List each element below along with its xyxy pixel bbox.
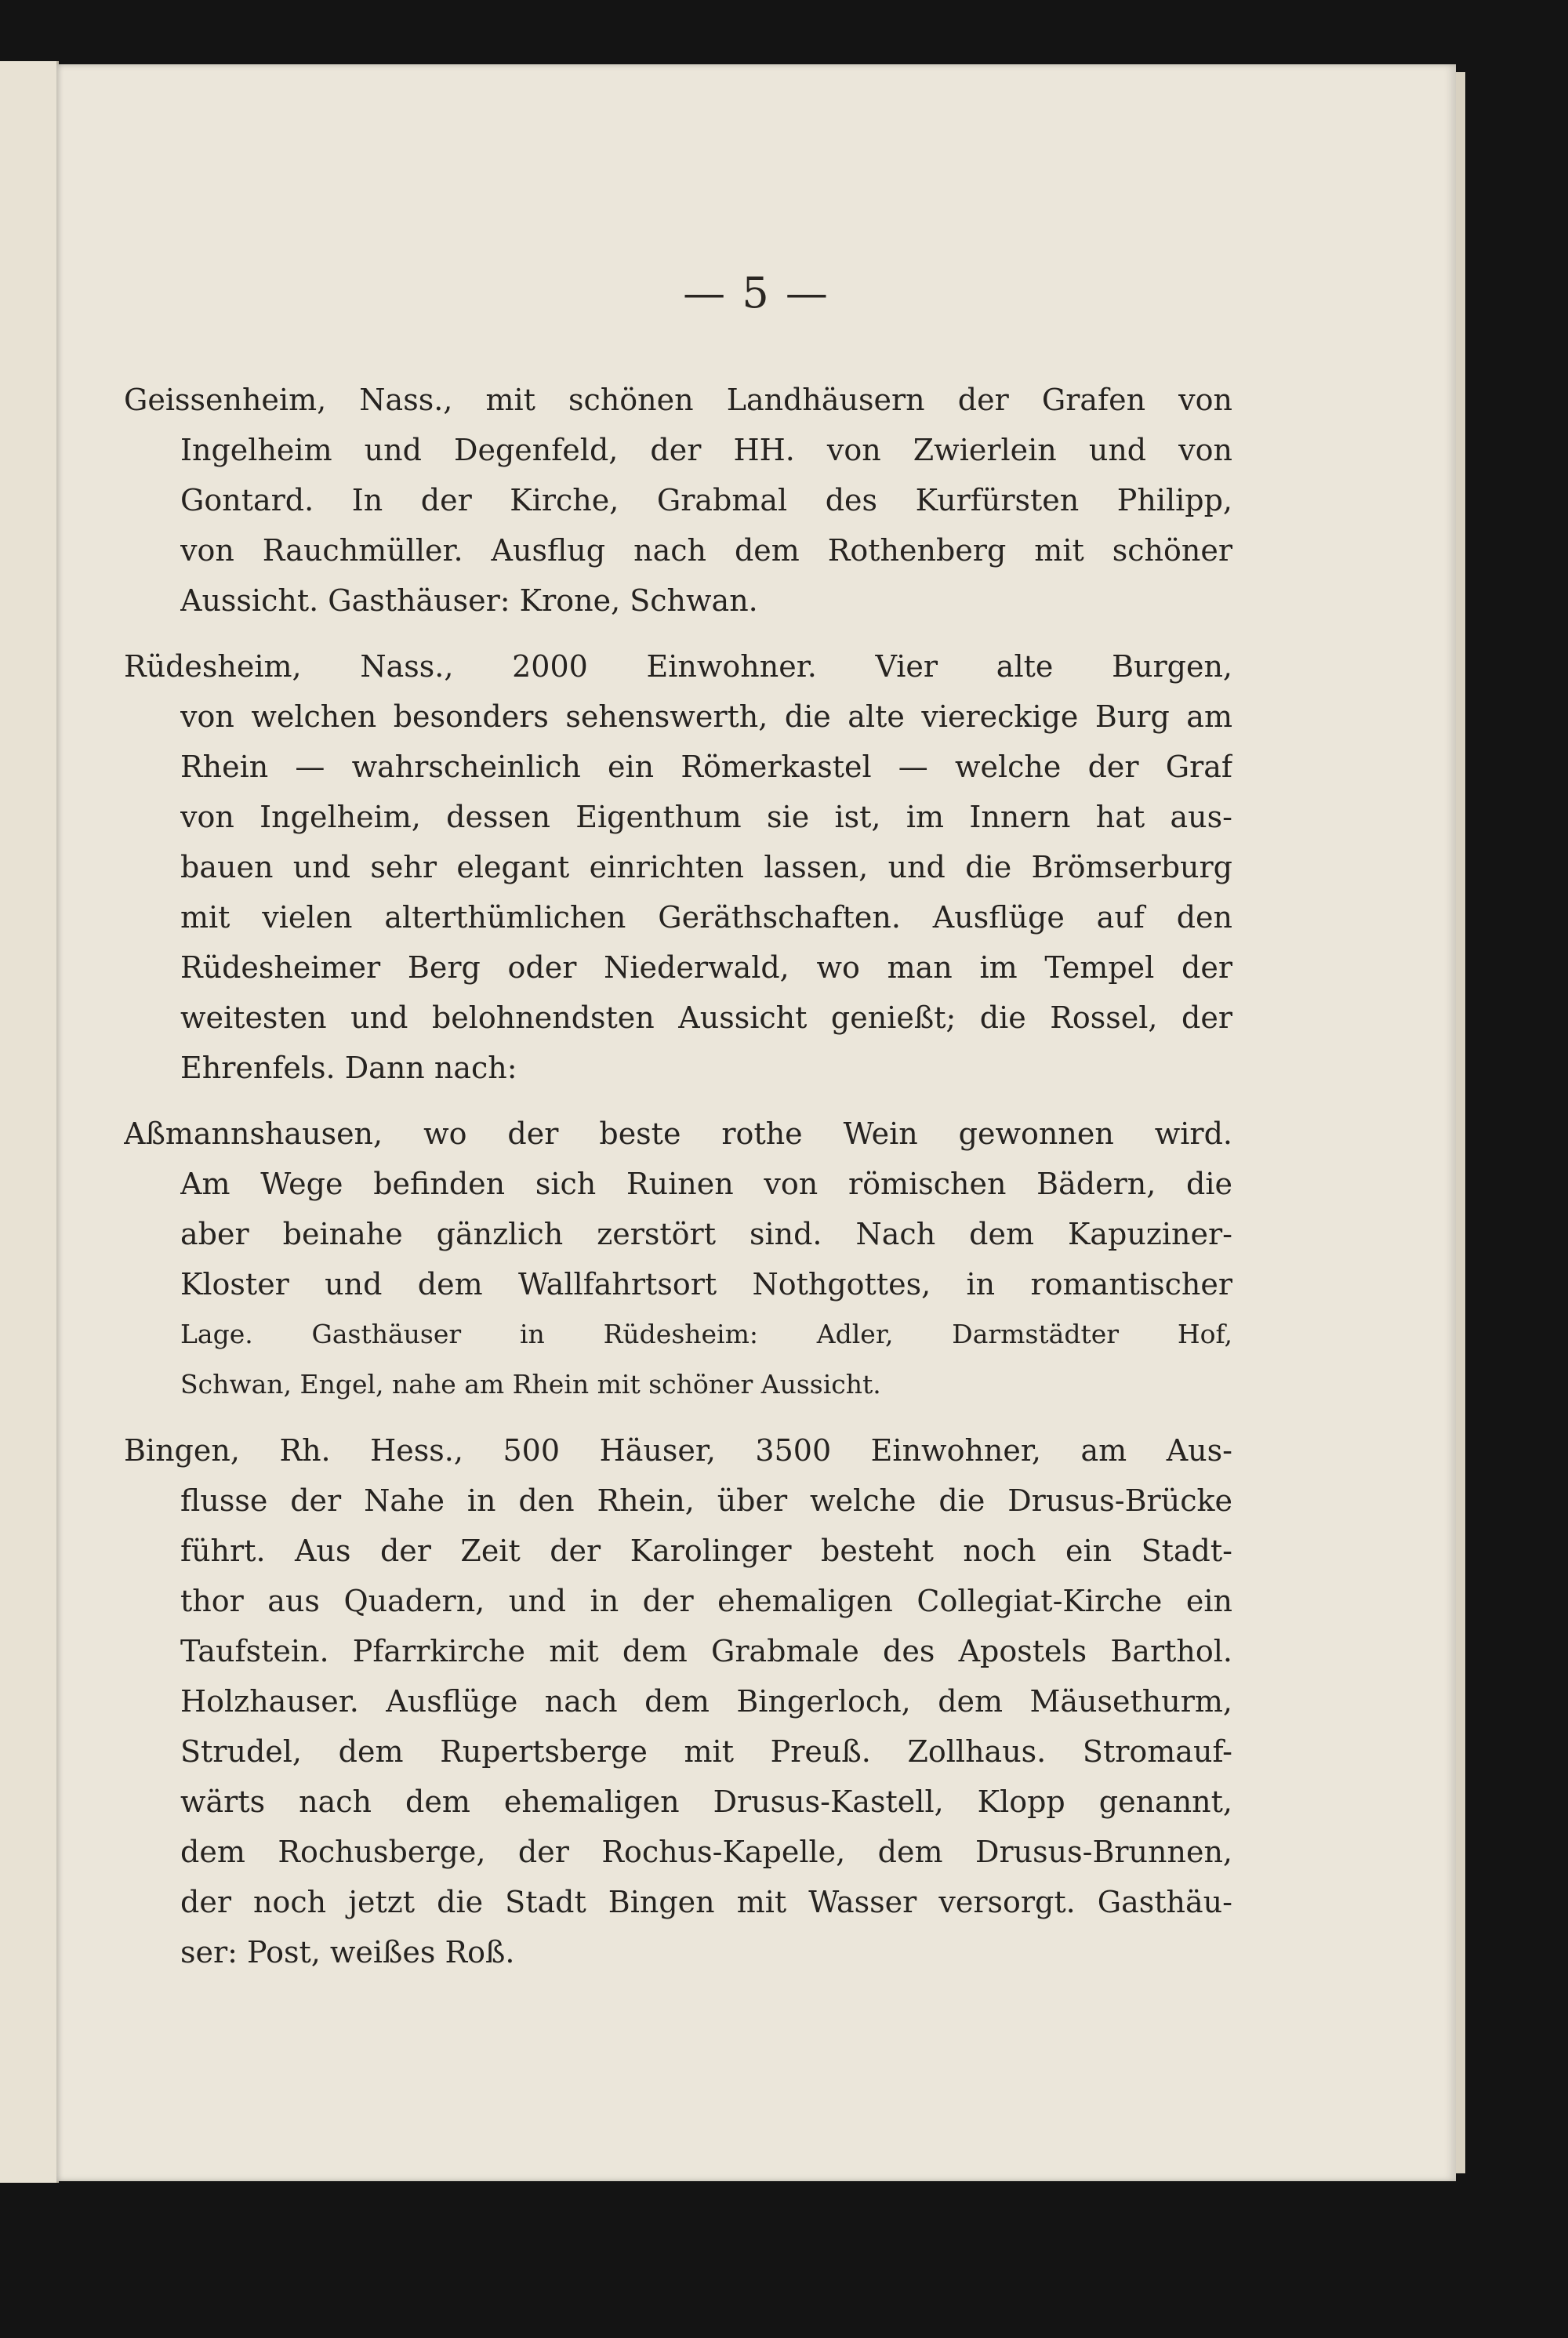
entry-assmannshausen: [124, 1109, 1232, 1410]
page-edge-shadow: [1456, 72, 1465, 2173]
text-line: thor aus Quadern, und in der ehemaligen Collegiat-Kirche ein: [180, 1584, 1232, 1618]
text-line: Rüdesheim, Nass., 2000 Einwohner. Vier alte Burgen,: [124, 649, 1232, 684]
text-line: aber beinahe gänzlich zerstört sind. Nach dem Kapuziner-: [180, 1217, 1232, 1251]
page-number: — 5 —: [683, 268, 829, 318]
text-line: von Ingelheim, dessen Eigenthum sie ist, im Innern hat aus-: [180, 800, 1232, 834]
text-line: Rhein — wahrscheinlich ein Römerkastel — welche der Graf: [180, 750, 1232, 784]
left-page-edge: [0, 61, 59, 2183]
text-line: ser: Post, weißes Roß.: [180, 1935, 515, 1970]
text-line: Strudel, dem Rupertsberge mit Preuß. Zollhaus. Stromauf-: [180, 1734, 1232, 1769]
text-line: bauen und sehr elegant einrichten lassen, und die Brömserburg: [180, 850, 1232, 884]
text-line: von welchen besonders sehenswerth, die alte viereckige Burg am: [180, 699, 1232, 734]
text-line: Gontard. In der Kirche, Grabmal des Kurfürsten Philipp,: [180, 483, 1232, 517]
text-line: Rüdesheimer Berg oder Niederwald, wo man im Tempel der: [180, 950, 1232, 985]
text-line: Ingelheim und Degenfeld, der HH. von Zwierlein und von: [180, 433, 1232, 467]
entry-ruedesheim: [124, 641, 1232, 1093]
text-line: Schwan, Engel, nahe am Rhein mit schöner Aussicht.: [180, 1369, 881, 1400]
text-line: Ehrenfels. Dann nach:: [180, 1051, 517, 1085]
text-line: Bingen, Rh. Hess., 500 Häuser, 3500 Einwohner, am Aus-: [124, 1433, 1232, 1468]
text-line: wärts nach dem ehemaligen Drusus-Kastell, Klopp genannt,: [180, 1784, 1232, 1819]
text-line: von Rauchmüller. Ausflug nach dem Rothenberg mit schöner: [180, 533, 1232, 568]
page-body: [124, 375, 1232, 1993]
text-line: Aßmannshausen, wo der beste rothe Wein gewonnen wird.: [124, 1116, 1232, 1151]
text-line: der noch jetzt die Stadt Bingen mit Wasser versorgt. Gasthäu-: [180, 1885, 1232, 1919]
text-line: Geissenheim, Nass., mit schönen Landhäusern der Grafen von: [124, 383, 1232, 417]
text-line: Lage. Gasthäuser in Rüdesheim: Adler, Darmstädter Hof,: [180, 1319, 1232, 1349]
text-line: weitesten und belohnendsten Aussicht genießt; die Rossel, der: [180, 1000, 1232, 1035]
text-line: Holzhauser. Ausflüge nach dem Bingerloch, dem Mäusethurm,: [180, 1684, 1232, 1719]
text-line: Taufstein. Pfarrkirche mit dem Grabmale des Apostels Barthol.: [180, 1634, 1232, 1668]
text-line: flusse der Nahe in den Rhein, über welche die Drusus-Brücke: [180, 1483, 1232, 1518]
text-line: Am Wege befinden sich Ruinen von römischen Bädern, die: [180, 1167, 1232, 1201]
entry-geissenheim: [124, 375, 1232, 626]
text-line: mit vielen alterthümlichen Geräthschaften. Ausflüge auf den: [180, 900, 1232, 935]
text-line: Kloster und dem Wallfahrtsort Nothgottes, in romantischer: [180, 1267, 1232, 1302]
text-line: Aussicht. Gasthäuser: Krone, Schwan.: [180, 583, 758, 618]
text-line: dem Rochusberge, der Rochus-Kapelle, dem Drusus-Brunnen,: [180, 1835, 1232, 1869]
entry-bingen: [124, 1425, 1232, 1977]
text-line: führt. Aus der Zeit der Karolinger besteht noch ein Stadt-: [180, 1534, 1232, 1568]
